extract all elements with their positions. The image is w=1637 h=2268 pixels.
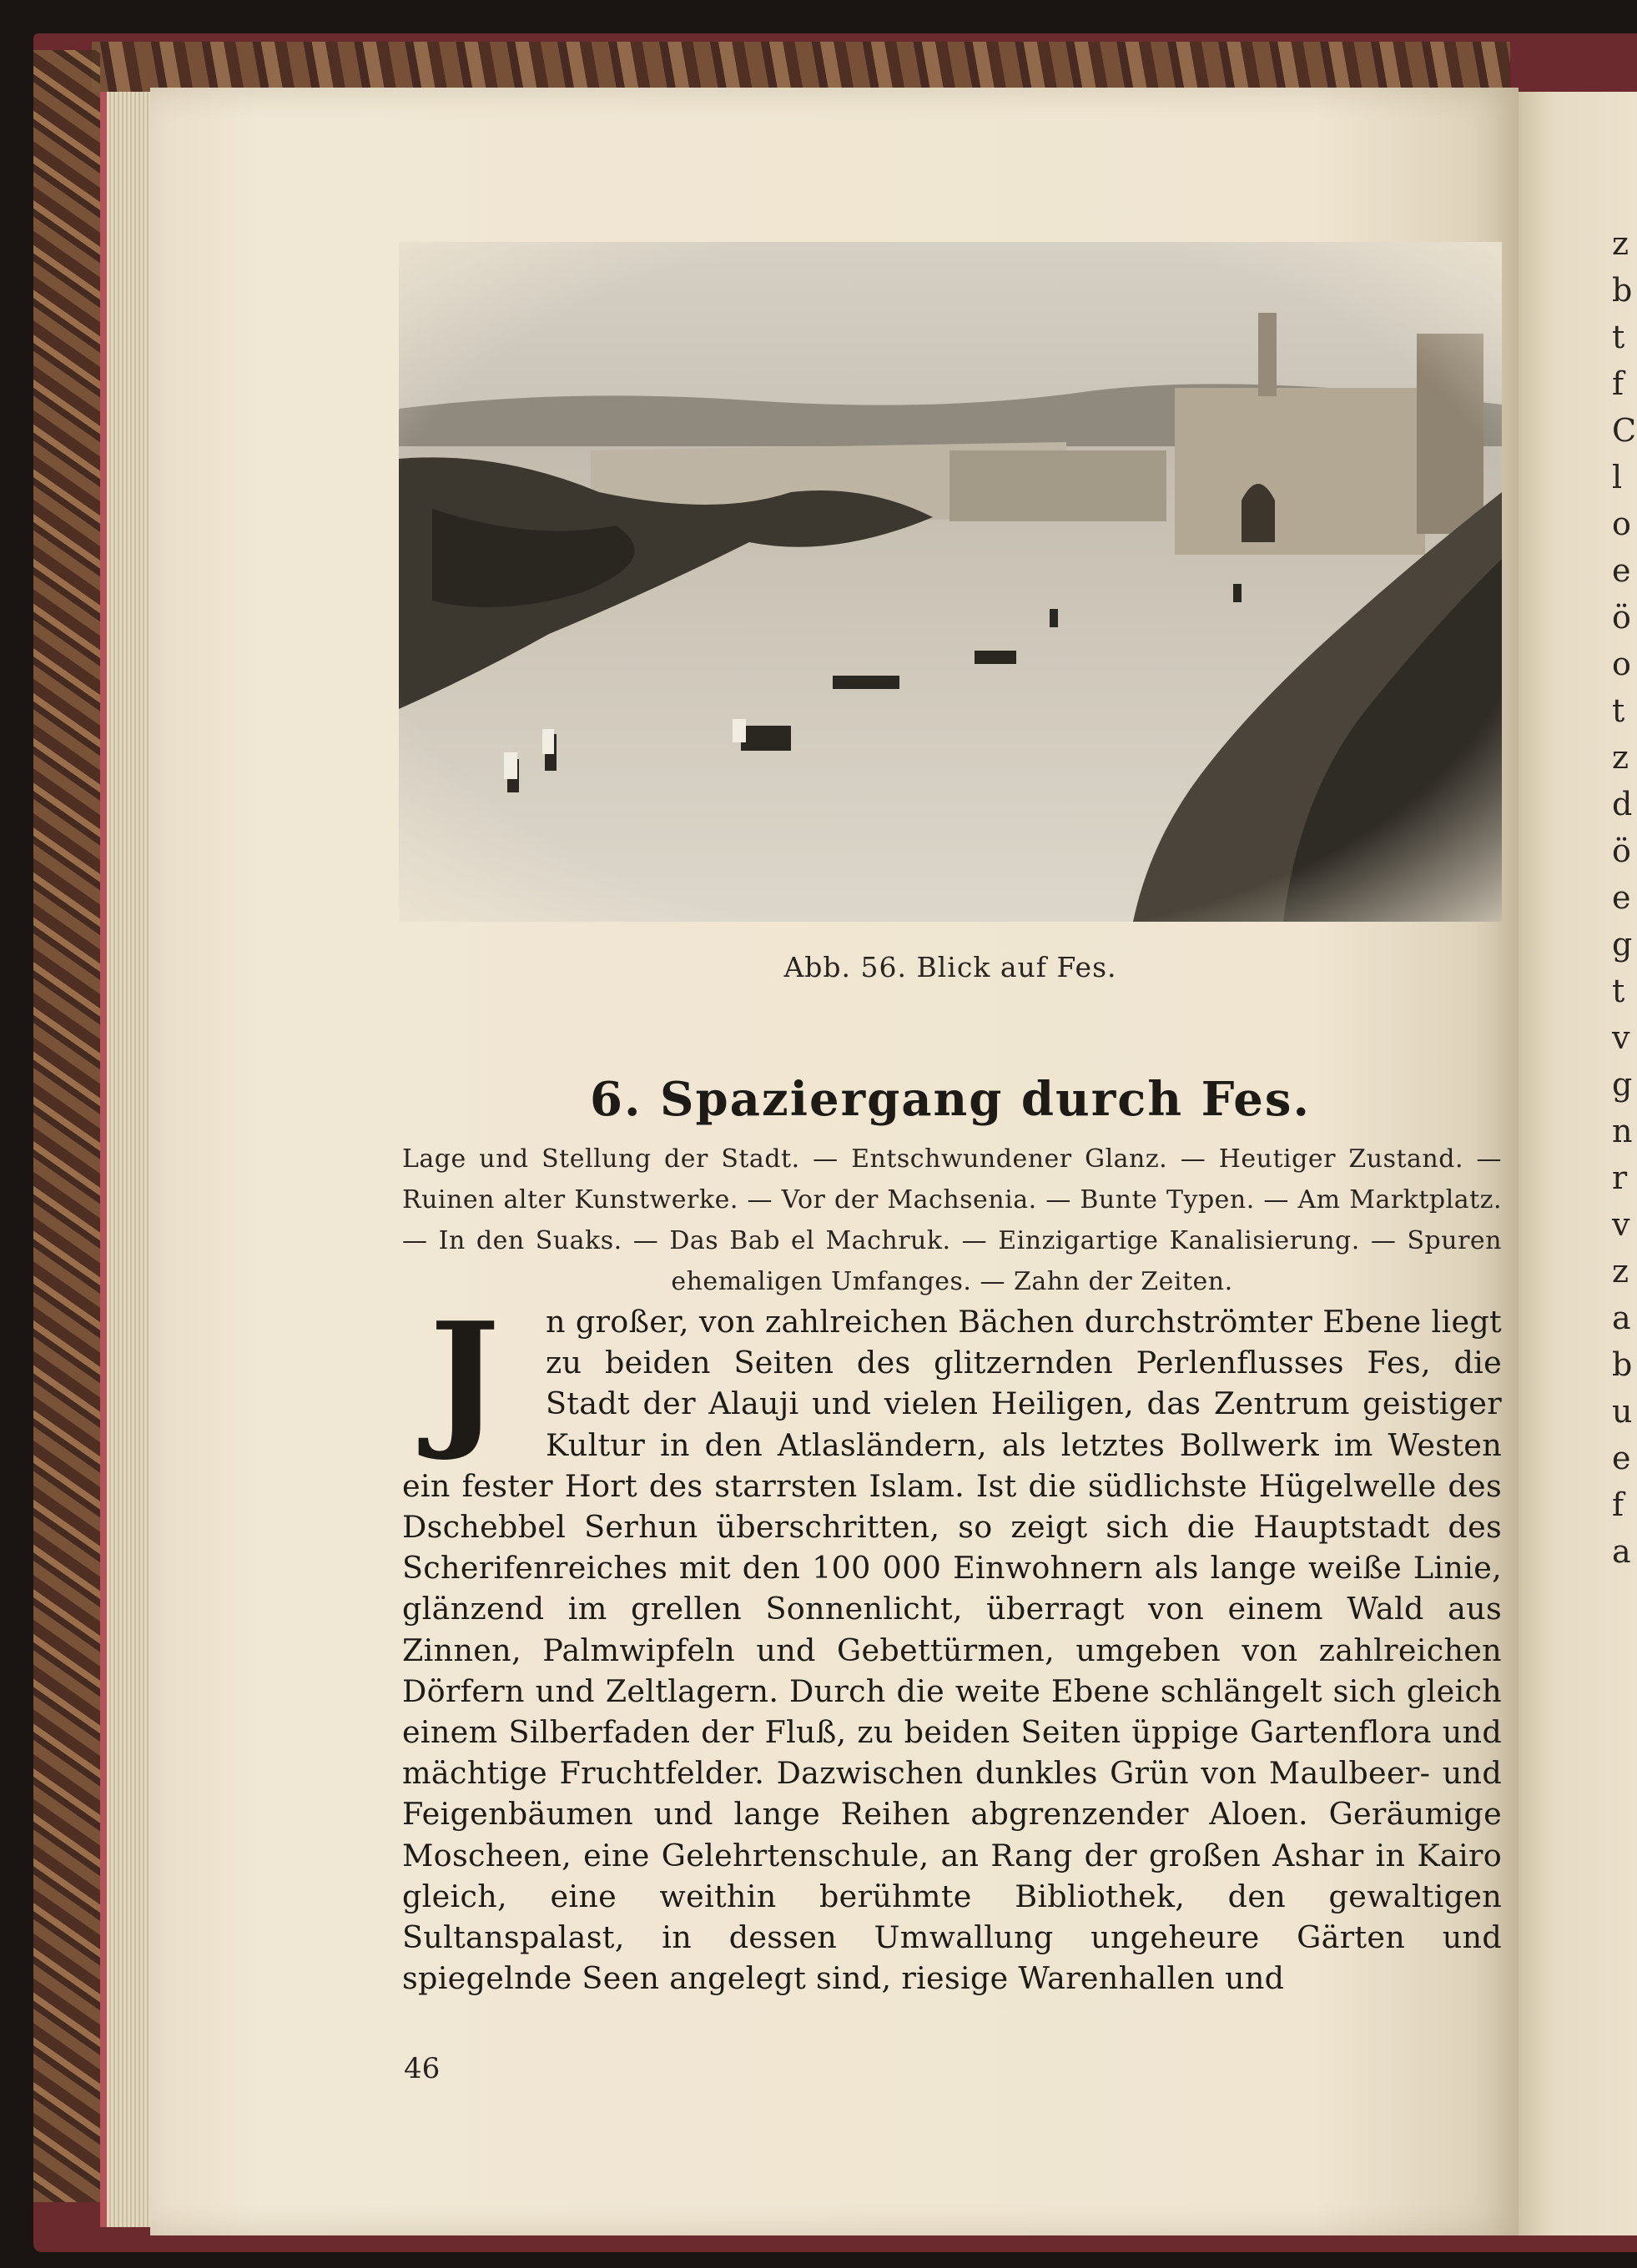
cover-marble-top: [92, 42, 1510, 92]
next-page-glyph: C: [1612, 412, 1637, 449]
next-page-glyph: f: [1612, 1486, 1624, 1523]
body-paragraph: [402, 1290, 1502, 1999]
dropcap-letter: J: [429, 1290, 501, 1464]
cover-marble-left: [33, 50, 100, 2202]
next-page-glyph: u: [1612, 1393, 1633, 1430]
next-page-glyph: t: [1612, 319, 1625, 355]
next-page-glyph: z: [1612, 1253, 1629, 1290]
next-page-glyph: n: [1612, 1113, 1633, 1149]
next-page-glyph: d: [1612, 786, 1633, 822]
next-page-glyph: e: [1612, 1440, 1631, 1476]
section-summary: Lage und Stellung der Stadt. — Entschwundener Glanz. — Heutiger Zustand. — Ruinen alter Kunstwerke. — Vor der Machsenia. — Bunte Typen. — Am Marktplatz. — In den Suaks. — Das Bab el Machruk. — Einzigartige Kanalisierung. — Spuren ehemaligen Umfanges. — Zahn der Zeiten.: [402, 1144, 1502, 1296]
next-page-glyph: g: [1612, 1066, 1633, 1103]
photo-view-of-fes: [399, 242, 1502, 922]
next-page-glyph: z: [1612, 225, 1629, 262]
figure-caption: Abb. 56. Blick auf Fes.: [783, 951, 1117, 983]
next-page-glyph: ö: [1612, 599, 1631, 636]
dropcap-initial: [402, 1290, 527, 1464]
next-page-glyph: t: [1612, 973, 1625, 1009]
next-page-glyph: o: [1612, 646, 1631, 682]
next-page-glyph: b: [1612, 1346, 1633, 1383]
page-number: 46: [404, 2052, 441, 2085]
next-page-glyph: v: [1612, 1206, 1630, 1243]
next-page-glyph: a: [1612, 1300, 1631, 1336]
next-page-glyph: b: [1612, 272, 1633, 309]
next-page-glyph: l: [1612, 459, 1623, 495]
next-page-glyph: ö: [1612, 832, 1631, 869]
next-page-glyph: g: [1612, 926, 1633, 963]
next-page-glyph: f: [1612, 365, 1624, 402]
next-page-glyph: r: [1612, 1159, 1628, 1196]
next-page-glyph: e: [1612, 552, 1631, 589]
next-page-glyph: e: [1612, 879, 1631, 916]
body-text: n großer, von zahlreichen Bächen durchströmter Ebene liegt zu beiden Seiten des glitzernden Perlenflusses Fes, die Stadt der Alauji und vielen Heiligen, das Zentrum geistiger Kultur in den Atlasländern, als letztes Bollwerk im Westen ein fester Hort des starrsten Islam. Ist die südlichste Hügelwelle des Dschebbel Serhun überschritten, so zeigt sich die Hauptstadt des Scherifenreiches mit den 100 000 Einwohnern als lange weiße Linie, glänzend im grellen Sonnenlicht, überragt von einem Wald aus Zinnen, Palmwipfeln und Gebettürmen, umgeben von zahlreichen Dörfern und Zeltlagern. Durch die weite Ebene schlängelt sich gleich einem Silberfaden der Fluß, zu beiden Seiten üppige Gartenflora und mächtige Fruchtfelder. Dazwischen dunkles Grün von Maulbeer- und Feigenbäumen und lange Reihen abgrenzender Aloen. Geräumige Moscheen, eine Gelehrtenschule, an Rang der großen Ashar in Kairo gleich, eine weithin berühmte Bibliothek, den gewaltigen Sultanspalast, in dessen Umwallung ungeheure Gärten und spiegelnde Seen angelegt sind, riesige Warenhallen und: [402, 1304, 1502, 1997]
next-page-glyph: t: [1612, 692, 1625, 729]
next-page-glyph: z: [1612, 739, 1629, 776]
next-page-glyph: a: [1612, 1533, 1631, 1570]
section-heading: 6. Spaziergang durch Fes.: [590, 1072, 1311, 1127]
next-page-glyph: o: [1612, 505, 1631, 542]
next-page-glyph: v: [1612, 1019, 1630, 1056]
